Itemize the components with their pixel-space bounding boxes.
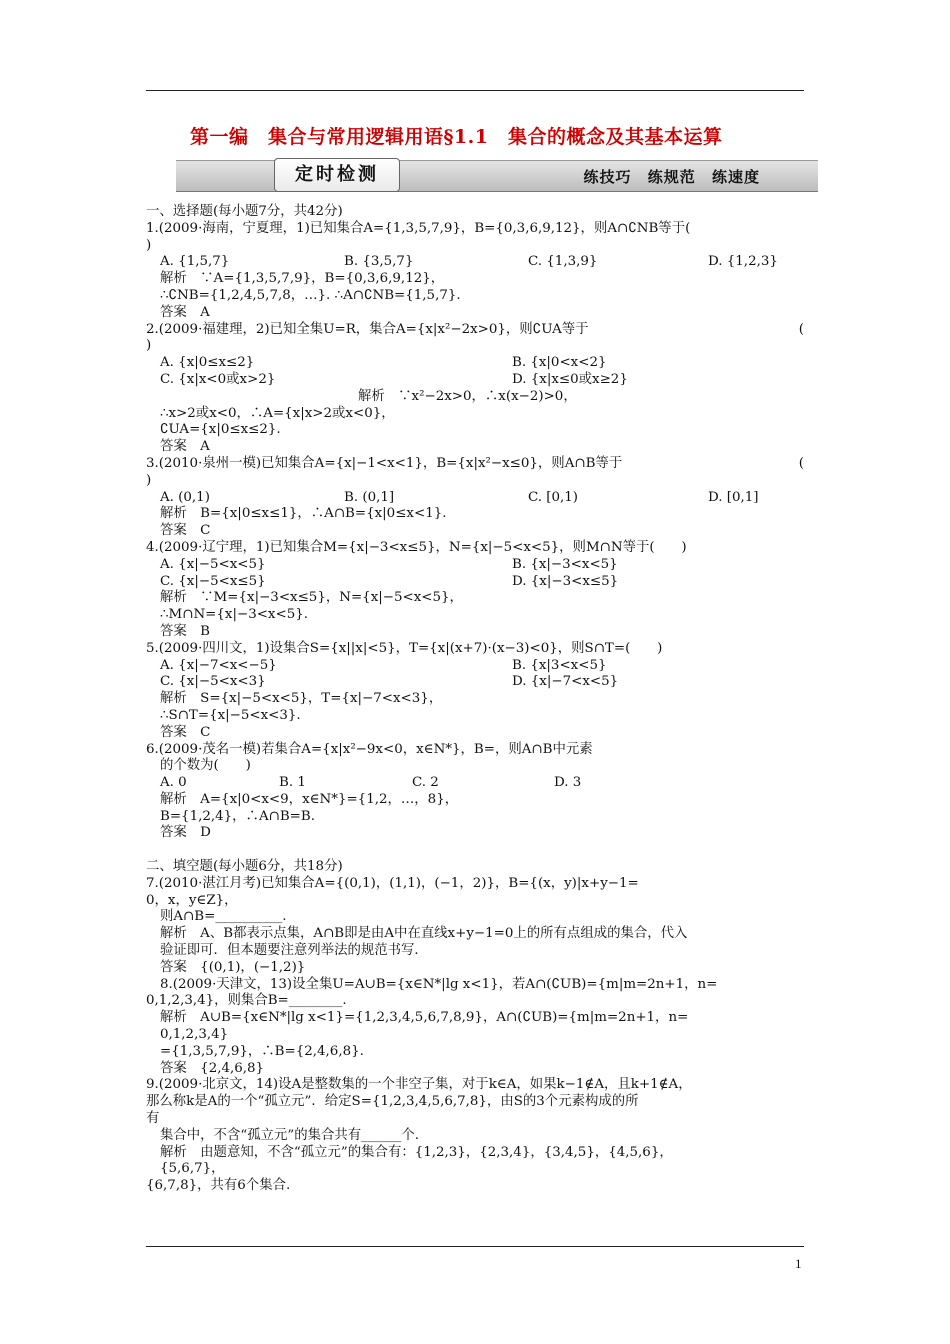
option-item: B. (0,1] xyxy=(344,489,395,505)
option-item: D. {x|−7<x<5} xyxy=(512,674,619,690)
text-line: ) xyxy=(146,472,152,488)
option-item: B. {x|3<x<5} xyxy=(512,657,607,673)
option-item: D. [0,1] xyxy=(708,489,759,505)
text-line: 解析 ∵A={1,3,5,7,9}，B={0,3,6,9,12}， xyxy=(160,271,445,287)
text-line: 答案 A xyxy=(160,439,210,455)
text-line: 6.(2009·茂名一模)若集合A={x|x²−9x<0，x∈N*}，B=，则A∩B中元素 xyxy=(146,741,593,757)
option-item: C. {x|−5<x<3} xyxy=(160,674,266,690)
text-line: 4.(2009·辽宁理，1)已知集合M={x|−3<x≤5}，N={x|−5<x<5}，则M∩N等于( ) xyxy=(146,539,687,555)
option-item: B. 1 xyxy=(279,775,306,791)
text-line: ) xyxy=(146,237,152,253)
text-line: 答案 C xyxy=(160,724,211,740)
text-line: 0，x，y∈Z}， xyxy=(146,892,238,908)
text-line: ∴x>2或x<0，∴A={x|x>2或x<0}， xyxy=(160,405,395,421)
text-line: 5.(2009·四川文，1)设集合S={x||x|<5}，T={x|(x+7)·(x−3)<0}，则S∩T=( ) xyxy=(146,640,663,656)
options-row xyxy=(146,574,812,591)
text-line: {5,6,7}， xyxy=(160,1161,225,1177)
text-line: 验证即可．但本题要注意列举法的规范书写． xyxy=(160,943,428,959)
options-row xyxy=(146,674,812,691)
text-line: 2.(2009·福建理，2)已知全集U=R，集合A={x|x²−2x>0}，则∁UA等于 xyxy=(146,321,589,337)
text-line: 的个数为( ) xyxy=(160,758,251,774)
text-line: 那么称k是A的一个“孤立元”．给定S={1,2,3,4,5,6,7,8}，由S的3个元素构成的所 xyxy=(146,1094,639,1110)
text-line: 有 xyxy=(146,1111,160,1127)
text-line: ∴M∩N={x|−3<x<5}. xyxy=(160,607,308,623)
options-row xyxy=(146,355,812,372)
spacer xyxy=(146,842,812,859)
text-line: 解析 A∪B={x∈N*|lg x<1}={1,2,3,4,5,6,7,8,9}，A∩(∁UB)={m|m=2n+1，n= xyxy=(160,1010,689,1026)
text-line: 1.(2009·海南，宁夏理，1)已知集合A={1,3,5,7,9}，B={0,3,6,9,12}，则A∩∁NB等于( xyxy=(146,220,691,236)
text-line: 8.(2009·天津文，13)设全集U=A∪B={x∈N*|lg x<1}，若A∩(∁UB)={m|m=2n+1，n= xyxy=(160,976,718,992)
text-line: ∴S∩T={x|−5<x<3}. xyxy=(160,707,301,723)
text-line: 答案 C xyxy=(160,523,211,539)
text-line: 答案 D xyxy=(160,825,211,841)
text-line: 解析 A、B都表示点集，A∩B即是由A中在直线x+y−1=0上的所有点组成的集合，代入 xyxy=(160,926,688,942)
option-item: A. 0 xyxy=(160,775,187,791)
options-row xyxy=(146,254,812,271)
text-line: 9.(2009·北京文，14)设A是整数集的一个非空子集，对于k∈A，如果k−1∉A，且k+1∉A， xyxy=(146,1077,692,1093)
option-item: C. [0,1) xyxy=(528,489,579,505)
answer-paren: ( xyxy=(798,321,804,337)
text-line: ∁UA={x|0≤x≤2}. xyxy=(160,422,281,438)
text-line: 则A∩B=__________. xyxy=(160,909,287,925)
option-item: D. {x|−3<x≤5} xyxy=(512,573,619,589)
text-line: 7.(2010·湛江月考)已知集合A={(0,1)，(1,1)，(−1，2)}，B={(x，y)|x+y−1= xyxy=(146,875,639,891)
answer-paren: ( xyxy=(798,455,804,471)
footer-rule xyxy=(146,1246,804,1247)
exercise-body xyxy=(146,204,812,1195)
options-row xyxy=(146,372,812,389)
option-item: D. {1,2,3} xyxy=(708,254,778,270)
options-row xyxy=(146,490,812,507)
text-line: 答案 {2,4,6,8} xyxy=(160,1060,265,1076)
text-line: 解析 由题意知，不含“孤立元”的集合有：{1,2,3}，{2,3,4}，{3,4,5}，{4,5,6}， xyxy=(160,1144,673,1160)
options-row xyxy=(146,658,812,675)
options-row xyxy=(146,775,812,792)
text-line: 二、填空题(每小题6分，共18分) xyxy=(146,859,343,875)
option-item: B. {x|−3<x<5} xyxy=(512,556,618,572)
page-number: 1 xyxy=(795,1256,802,1271)
option-item: B. {x|0<x<2} xyxy=(512,355,607,371)
banner-slogans: 练技巧 练规范 练速度 xyxy=(583,168,760,186)
text-line: 0,1,2,3,4}，则集合B=________. xyxy=(146,993,347,1009)
options-row xyxy=(146,557,812,574)
text-line: ={1,3,5,7,9}，∴B={2,4,6,8}. xyxy=(160,1043,364,1059)
option-item: C. 2 xyxy=(412,775,439,791)
text-line: 答案 B xyxy=(160,623,211,639)
option-item: A. {1,5,7} xyxy=(160,254,230,270)
option-item: D. 3 xyxy=(554,775,582,791)
option-item: C. {x|x<0或x>2} xyxy=(160,371,276,387)
banner-tab: 定时检测 xyxy=(274,158,400,192)
text-line: ) xyxy=(146,338,152,354)
option-item: C. {1,3,9} xyxy=(528,254,598,270)
text-line: 集合中，不含“孤立元”的集合共有______个. xyxy=(160,1127,419,1143)
option-item: A. {x|−5<x<5} xyxy=(160,556,266,572)
text-line: ∴∁NB={1,2,4,5,7,8，…}. ∴A∩∁NB={1,5,7}. xyxy=(160,287,461,303)
option-item: D. {x|x≤0或x≥2} xyxy=(512,371,628,387)
page-title: 第一编 集合与常用逻辑用语§1.1 集合的概念及其基本运算 xyxy=(190,126,723,148)
text-line: 答案 {(0,1)，(−1,2)} xyxy=(160,959,306,975)
header-rule xyxy=(146,90,804,91)
text-line: 解析 A={x|0<x<9，x∈N*}={1,2，…，8}， xyxy=(160,791,459,807)
text-line: 0,1,2,3,4} xyxy=(160,1027,229,1043)
text-line: 解析 ∵M={x|−3<x≤5}，N={x|−5<x<5}， xyxy=(160,590,463,606)
text-line: 解析 ∵x²−2x>0，∴x(x−2)>0， xyxy=(358,388,577,404)
option-item: A. (0,1) xyxy=(160,489,210,505)
option-item: A. {x|−7<x<−5} xyxy=(160,657,277,673)
text-line: {6,7,8}，共有6个集合. xyxy=(146,1178,291,1194)
section-banner xyxy=(176,160,818,192)
option-item: A. {x|0≤x≤2} xyxy=(160,355,255,371)
text-line: 一、选择题(每小题7分，共42分) xyxy=(146,204,343,219)
option-item: C. {x|−5<x≤5} xyxy=(160,573,266,589)
text-line: 解析 S={x|−5<x<5}，T={x|−7<x<3}， xyxy=(160,691,443,707)
text-line: 3.(2010·泉州一模)已知集合A={x|−1<x<1}，B={x|x²−x≤0}，则A∩B等于 xyxy=(146,455,623,471)
text-line: B={1,2,4}，∴A∩B=B. xyxy=(160,808,315,824)
text-line: 答案 A xyxy=(160,304,210,320)
option-item: B. {3,5,7} xyxy=(344,254,414,270)
text-line: 解析 B={x|0≤x≤1}，∴A∩B={x|0≤x<1}. xyxy=(160,506,447,522)
